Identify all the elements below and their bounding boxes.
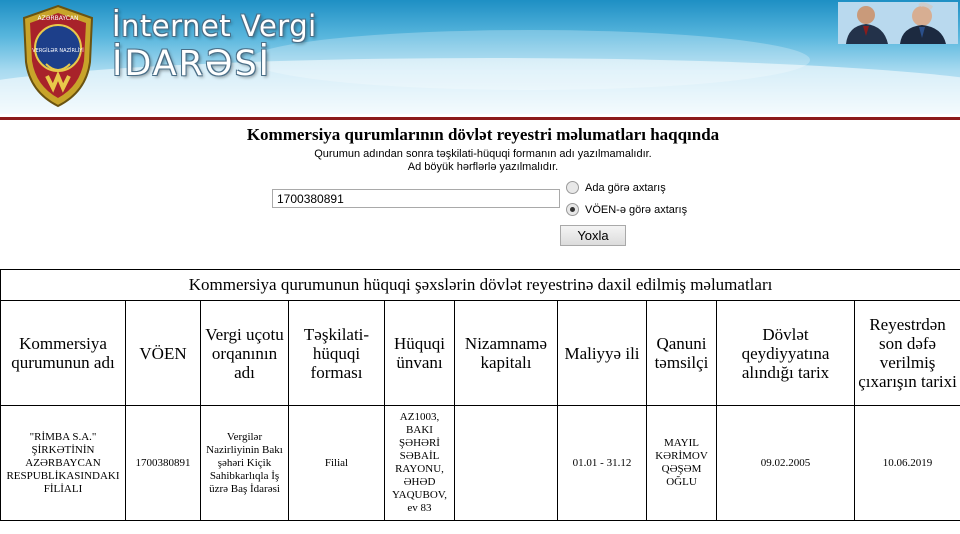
- officials-photo-icon: [838, 2, 958, 44]
- table-cell: "RİMBA S.A." ŞİRKƏTİNİN AZƏRBAYCAN RESPUBLİKASINDAKI FİLİALI: [1, 406, 126, 521]
- banner-wave-decoration-secondary: [250, 30, 810, 90]
- column-header: Maliyyə ili: [558, 301, 647, 406]
- table-cell: 1700380891: [126, 406, 201, 521]
- search-input[interactable]: [272, 189, 560, 208]
- table-cell: MAYIL KƏRİMOV QƏŞƏM OĞLU: [647, 406, 717, 521]
- logo-top-text: AZƏRBAYCAN: [37, 15, 79, 22]
- column-header: Qanuni təmsilçi: [647, 301, 717, 406]
- radio-search-by-voen[interactable]: [566, 203, 687, 216]
- radio-button-unchecked[interactable]: [566, 181, 579, 194]
- table-row: [1, 406, 960, 521]
- table-cell: Filial: [289, 406, 385, 521]
- table-cell: 01.01 - 31.12: [558, 406, 647, 521]
- radio-search-by-name-label: Ada görə axtarış: [585, 181, 666, 194]
- header-divider: [0, 117, 960, 120]
- results-table: [0, 269, 960, 521]
- column-header: Vergi uçotu orqanının adı: [201, 301, 289, 406]
- table-cell: 10.06.2019: [855, 406, 960, 521]
- site-title: [112, 9, 317, 84]
- table-header-row: [1, 301, 960, 406]
- header-banner: [0, 0, 960, 114]
- instruction-note-2: Ad böyük hərflərlə yazılmalıdır.: [407, 161, 559, 173]
- ministry-logo-icon: [20, 4, 96, 108]
- table-cell: AZ1003, BAKI ŞƏHƏRİ SƏBAİL RAYONU, ƏHƏD YAQUBOV, ev 83: [385, 406, 455, 521]
- site-title-line2: İDARƏSİ: [112, 44, 272, 84]
- page-title: Kommersiya qurumlarının dövlət reyestri məlumatları haqqında: [246, 125, 720, 144]
- table-caption: Kommersiya qurumunun hüquqi şəxslərin dövlət reyestrinə daxil edilmiş məlumatları: [1, 270, 960, 301]
- column-header: Nizamnamə kapitalı: [455, 301, 558, 406]
- column-header: VÖEN: [126, 301, 201, 406]
- table-cell: 09.02.2005: [717, 406, 855, 521]
- table-cell: [455, 406, 558, 521]
- column-header: Kommersiya qurumunun adı: [1, 301, 126, 406]
- radio-search-by-voen-label: VÖEN-ə görə axtarış: [585, 203, 688, 216]
- table-cell: Vergilər Nazirliyinin Bakı şəhəri Kiçik Sahibkarlıqla İş üzrə Baş İdarəsi: [201, 406, 289, 521]
- column-header: Hüquqi ünvanı: [385, 301, 455, 406]
- column-header: Dövlət qeydiyyatına alındığı tarix: [717, 301, 855, 406]
- logo-mid-text: VERGİLƏR NAZİRLİYİ: [32, 48, 84, 54]
- check-button[interactable]: Yoxla: [560, 225, 626, 246]
- instruction-note-1: Qurumun adından sonra təşkilati-hüquqi formanın adı yazılmamalıdır.: [314, 148, 652, 160]
- radio-search-by-name[interactable]: [566, 181, 666, 194]
- column-header: Təşkilati-hüquqi forması: [289, 301, 385, 406]
- radio-button-checked[interactable]: [566, 203, 579, 216]
- column-header: Reyestrdən son dəfə verilmiş çıxarışın tarixi: [855, 301, 960, 406]
- site-title-line1: İnternet Vergi: [112, 9, 317, 43]
